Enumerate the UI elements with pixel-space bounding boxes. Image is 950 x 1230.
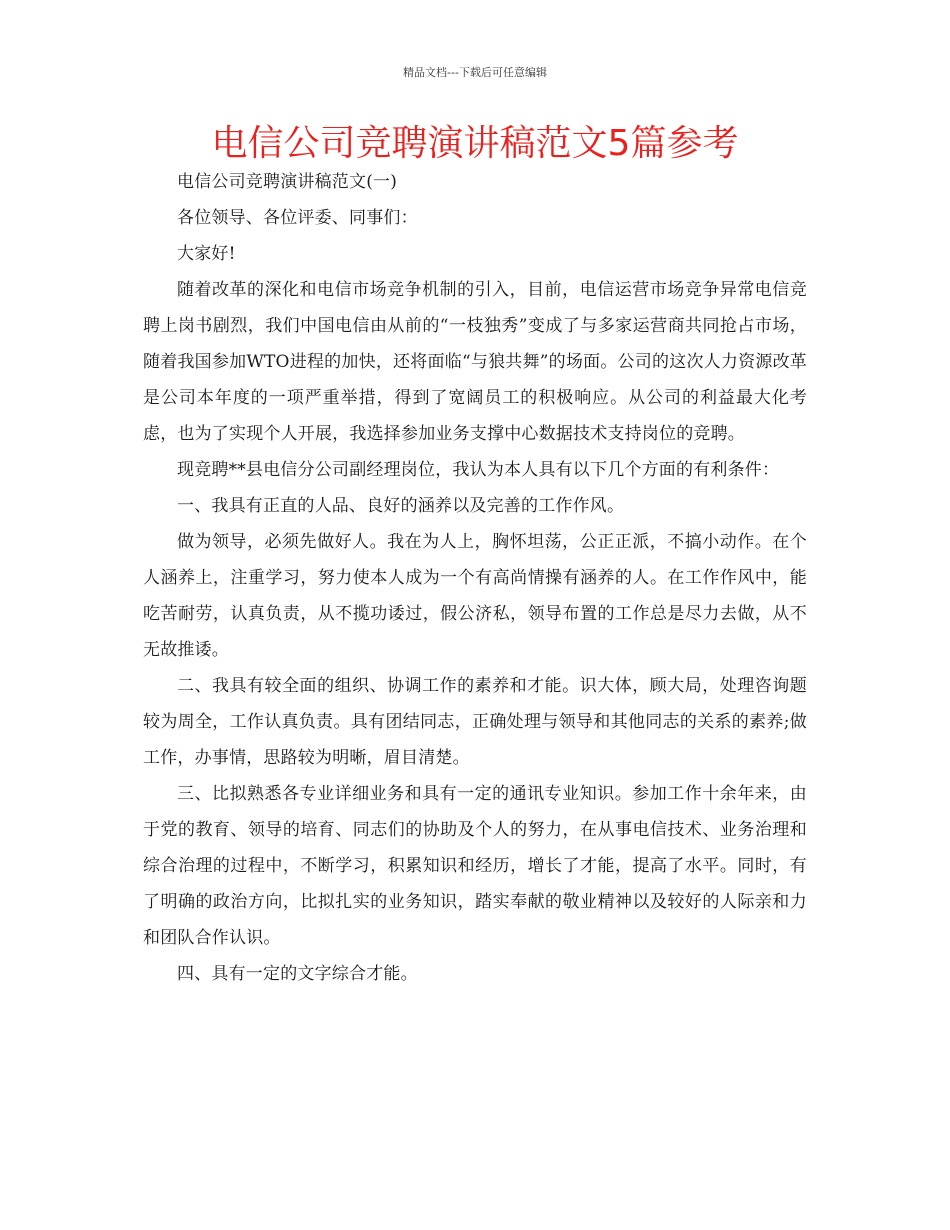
paragraph-point-1: 一、我具有正直的人品、良好的涵养以及完善的工作作风。 xyxy=(177,496,625,516)
paragraph-salutation: 各位领导、各位评委、同事们： xyxy=(177,208,418,228)
document-body xyxy=(143,164,807,992)
paragraph-point-4: 四、具有一定的文字综合才能。 xyxy=(177,964,418,984)
paragraph-point-3: 三、比拟熟悉各专业详细业务和具有一定的通讯专业知识。参加工作十余年来，由于党的教育、领导的培育、同志们的协助及个人的努力，在从事电信技术、业务治理和综合治理的过程中，不断学习，积累知识和经历，增长了才能，提高了水平。同时，有了明确的政治方向，比拟扎实的业务知识，踏实奉献的敬业精神以及较好的人际亲和力和团队合作认识。 xyxy=(143,784,807,948)
header-note: 精品文档---下载后可任意编辑 xyxy=(403,66,547,79)
paragraph-point-1-detail: 做为领导，必须先做好人。我在为人上，胸怀坦荡，公正正派，不搞小动作。在个人涵养上，注重学习，努力使本人成为一个有高尚情操有涵养的人。在工作作风中，能吃苦耐劳，认真负责，从不揽功诿过，假公济私，领导布置的工作总是尽力去做，从不无故推诿。 xyxy=(143,532,807,660)
document-title: 电信公司竞聘演讲稿范文5篇参考 xyxy=(211,123,739,164)
paragraph-subtitle: 电信公司竞聘演讲稿范文(一) xyxy=(177,172,398,192)
paragraph-position: 现竞聘**县电信分公司副经理岗位，我认为本人具有以下几个方面的有利条件： xyxy=(177,460,780,480)
paragraph-greeting: 大家好! xyxy=(177,244,236,264)
paragraph-background: 随着改革的深化和电信市场竞争机制的引入，目前，电信运营市场竞争异常电信竞聘上岗书剧烈，我们中国电信由从前的“一枝独秀”变成了与多家运营商共同抢占市场，随着我国参加WTO进程的加快，还将面临“与狼共舞”的场面。公司的这次人力资源改革是公司本年度的一项严重举措，得到了宽阔员工的积极响应。从公司的利益最大化考虑，也为了实现个人开展，我选择参加业务支撑中心数据技术支持岗位的竞聘。 xyxy=(143,280,807,444)
paragraph-point-2: 二、我具有较全面的组织、协调工作的素养和才能。识大体，顾大局，处理咨询题较为周全，工作认真负责。具有团结同志，正确处理与领导和其他同志的关系的素养;做工作，办事情，思路较为明晰，眉目清楚。 xyxy=(143,676,807,768)
